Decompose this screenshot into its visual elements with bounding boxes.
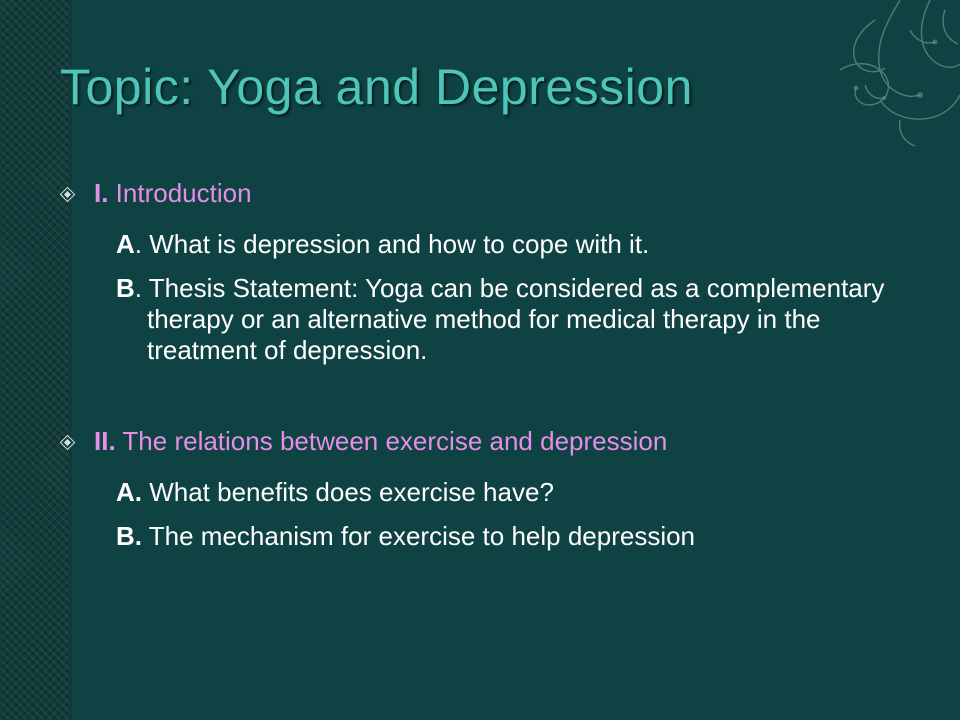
section-heading: The relations between exercise and depression [115,426,668,456]
item-letter: B. [116,521,142,551]
item-text: The mechanism for exercise to help depression [142,521,696,551]
outline-section-introduction [60,174,910,212]
outline-section-exercise [60,422,910,460]
outline-item [91,477,910,508]
item-letter: A. [116,477,142,507]
outline-item [91,521,910,552]
outline [60,174,910,552]
section-heading: Introduction [108,178,252,208]
section-number: I. [94,178,109,208]
item-letter: A [116,229,135,259]
section-number: II. [94,426,116,456]
diamond-bullet-icon [60,187,76,203]
item-separator: . [134,273,143,303]
item-separator: . [134,229,143,259]
item-letter: B [116,273,135,303]
outline-item [91,229,910,260]
item-text: Thesis Statement: Yoga can be considered as a complementary therapy or an alternative method for medical therapy in the treatment of depression. [142,273,885,365]
slide-title: Topic: Yoga and Depression [60,59,693,115]
floral-ornament-icon [780,0,960,150]
diamond-bullet-icon [60,435,76,451]
outline-item [91,273,910,366]
item-text: What benefits does exercise have? [142,477,554,507]
item-text: What is depression and how to cope with it. [142,229,650,259]
